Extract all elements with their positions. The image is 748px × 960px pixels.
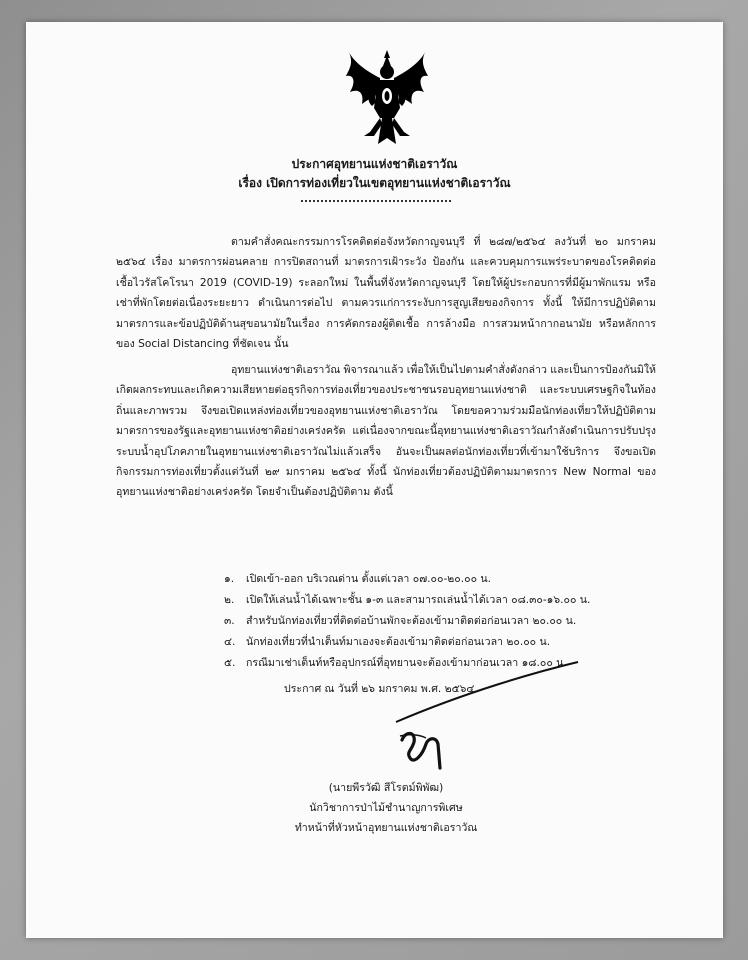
garuda-emblem-icon (344, 48, 430, 148)
dotted-divider (301, 200, 451, 202)
announcement-date: ประกาศ ณ วันที่ ๒๖ มกราคม พ.ศ. ๒๕๖๔ (284, 683, 475, 695)
list-item-number: ๕. (224, 657, 236, 669)
list-item-number: ๓. (224, 615, 235, 627)
list-item-text: เปิดให้เล่นน้ำได้เฉพาะชั้น ๑-๓ และสามารถเล่นน้ำได้เวลา ๐๘.๓๐-๑๖.๐๐ น. (246, 594, 591, 606)
signatory-name: (นายพีรวัฒิ สีโรตม์พิพัฒ) (328, 782, 444, 794)
list-item-text: กรณีมาเช่าเต็นท์หรืออุปกรณ์ที่อุทยานจะต้องเข้ามาก่อนเวลา ๑๘.๐๐ น. (246, 657, 567, 669)
list-item-text: เปิดเข้า-ออก บริเวณด่าน ตั้งแต่เวลา ๐๗.๐๐-๒๐.๐๐ น. (246, 573, 492, 585)
list-item-number: ๔. (224, 636, 236, 648)
body-paragraph-1: ตามคำสั่งคณะกรรมการโรคติดต่อจังหวัดกาญจนบุรี ที่ ๒๘๗/๒๕๖๔ ลงวันที่ ๒๐ มกราคม ๒๕๖๔ เรื่อง มาตรการผ่อนคลาย การปิดสถานที่ มาตรการเฝ้าระวัง ป้องกัน และควบคุมการแพร่ระบาดของโรคติดต่อเชื้อไวรัสโคโรนา 2019 (COVID-19) ระลอกใหม่ ในพื้นที่จังหวัดกาญจนบุรี โดยให้ผู้ประกอบการที่มีผู้มาพักแรม หรือเช่าที่พักโดยต่อเนื่องระยะยาว ดำเนินการต่อไป ตามควรแก่การระงับการสูญเสียของกิจการ ทั้งนี้ ให้มีการปฏิบัติตามมาตรการและข้อปฏิบัติด้านสุขอนามัยในเรื่อง การคัดกรองผู้ติดเชื้อ การล้างมือ การสวมหน้ากากอนามัย หรือหลักการของ Social Distancing ที่ชัดเจน นั้น (116, 236, 656, 351)
signatory-block (251, 778, 521, 838)
signatory-role: ทำหน้าที่หัวหน้าอุทยานแห่งชาติเอราวัณ (294, 822, 478, 834)
body-paragraph-2: อุทยานแห่งชาติเอราวัณ พิจารณาแล้ว เพื่อให้เป็นไปตามคำสั่งดังกล่าว และเป็นการป้องกันมิให้เกิดผลกระทบและเกิดความเสียหายต่อธุรกิจการท่องเที่ยวของประชาชนรอบอุทยานแห่งชาติ และระบบเศรษฐกิจในท้องถิ่นและภาพรวม จึงขอเปิดแหล่งท่องเที่ยวของอุทยานแห่งชาติเอราวัณ โดยขอความร่วมมือนักท่องเที่ยวให้ปฏิบัติตามมาตรการของรัฐและอุทยานแห่งชาติอย่างเคร่งครัด แต่เนื่องจากขณะนี้อุทยานแห่งชาติเอราวัณกำลังดำเนินการปรับปรุงระบบน้ำอุปโภคภายในอุทยานแห่งชาติเอราวัณไม่แล้วเสร็จ อันจะเป็นผลต่อนักท่องเที่ยวที่เข้ามาใช้บริการ จึงขอเปิดกิจกรรมการท่องเที่ยวตั้งแต่วันที่ ๒๙ มกราคม ๒๕๖๔ ทั้งนี้ นักท่องเที่ยวต้องปฏิบัติตามมาตรการ New Normal ของอุทยานแห่งชาติอย่างเคร่งครัด โดยจำเป็นต้องปฏิบัติตาม ดังนี้ (116, 364, 656, 499)
announcement-subject: เรื่อง เปิดการท่องเที่ยวในเขตอุทยานแห่งชาติเอราวัณ (238, 176, 511, 190)
list-item-text: นักท่องเที่ยวที่นำเต็นท์มาเองจะต้องเข้ามาติดต่อก่อนเวลา ๒๐.๐๐ น. (246, 636, 551, 648)
announcement-title: ประกาศอุทยานแห่งชาติเอราวัณ (291, 157, 458, 171)
list-item-number: ๒. (224, 594, 235, 606)
handwritten-signature (396, 722, 460, 772)
list-item (224, 590, 590, 611)
signatory-position: นักวิชาการป่าไม้ชำนาญการพิเศษ (309, 802, 463, 814)
list-item-text: สำหรับนักท่องเที่ยวที่ติดต่อบ้านพักจะต้องเข้ามาติดต่อก่อนเวลา ๒๐.๐๐ น. (246, 615, 577, 627)
list-item (224, 569, 590, 590)
list-item-number: ๑. (224, 573, 235, 585)
document-page (26, 22, 723, 938)
